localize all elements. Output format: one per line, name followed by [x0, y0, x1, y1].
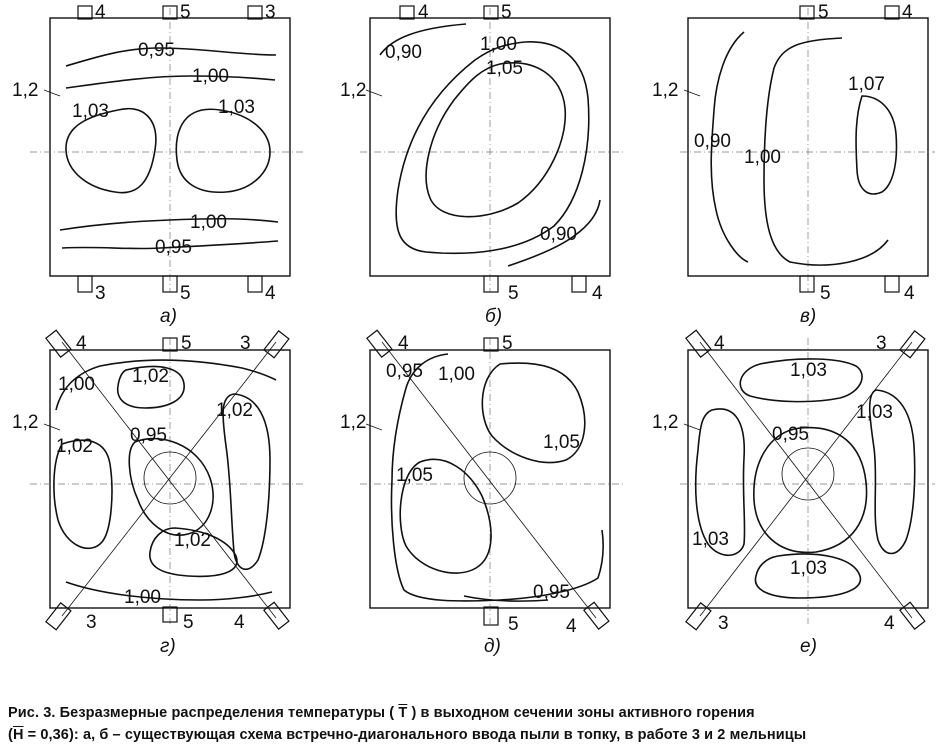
isotherm-label: 0,95 — [386, 361, 423, 382]
isotherm-label: 0,95 — [772, 424, 809, 445]
isotherm-label: 1,00 — [58, 374, 95, 395]
burner-port — [484, 338, 498, 351]
panel-d — [340, 330, 625, 657]
caption-line-2 — [8, 724, 934, 746]
isotherm — [66, 76, 275, 88]
isotherm-label: 1,03 — [692, 529, 729, 550]
port-label: 5 — [180, 283, 191, 304]
height-symbol: $\overline{H}$ — [12, 727, 24, 743]
isotherm — [856, 96, 896, 194]
panel-v — [652, 2, 935, 327]
isotherm — [176, 109, 270, 192]
panel-letter: г) — [160, 636, 176, 657]
isotherm-label: 1,03 — [790, 558, 827, 579]
sizing-label: 1,2 — [340, 80, 367, 101]
port-label: 5 — [820, 283, 831, 304]
isotherm-label: 0,90 — [694, 131, 731, 152]
panel-letter: б) — [485, 306, 503, 327]
burner-port — [800, 6, 814, 19]
isotherm — [60, 219, 278, 230]
caption-line-2-prefix: ( — [8, 727, 13, 743]
port-label: 3 — [265, 2, 276, 23]
isotherm — [66, 582, 272, 600]
temperature-symbol: $\overline{T}$ — [398, 705, 408, 721]
burner-port — [264, 331, 289, 358]
isotherm-label: 1,03 — [856, 402, 893, 423]
isotherm-label: 1,00 — [192, 66, 229, 87]
burner-port — [248, 276, 262, 292]
isotherm-label: 1,05 — [543, 432, 580, 453]
panel-letter: е) — [800, 636, 817, 657]
burner-port — [584, 602, 609, 629]
port-label: 5 — [180, 2, 191, 23]
caption-line-1 — [8, 702, 934, 724]
isotherm — [764, 38, 888, 265]
port-label: 4 — [95, 2, 106, 23]
panel-letter: д) — [484, 636, 501, 657]
port-label: 5 — [818, 2, 829, 23]
isotherm-label: 0,95 — [533, 582, 570, 603]
port-label: 4 — [76, 333, 87, 354]
port-label: 4 — [566, 616, 577, 637]
port-label: 5 — [508, 614, 519, 635]
port-label: 4 — [234, 612, 245, 633]
isotherm-label: 1,05 — [396, 465, 433, 486]
isotherm-label: 1,03 — [72, 101, 109, 122]
leader-line — [684, 90, 700, 96]
burner-port — [484, 607, 498, 625]
burner-port — [484, 6, 498, 19]
port-label: 4 — [902, 2, 913, 23]
port-label: 5 — [181, 333, 192, 354]
burner-port — [264, 602, 289, 629]
leader-line — [366, 424, 382, 430]
port-label: 3 — [95, 283, 106, 304]
isotherm-label: 1,03 — [790, 360, 827, 381]
leader-line — [44, 424, 60, 430]
isotherm-label: 1,00 — [480, 34, 517, 55]
port-label: 3 — [86, 612, 97, 633]
port-label: 5 — [502, 333, 513, 354]
isotherm-label: 1,00 — [190, 212, 227, 233]
sizing-label: 1,2 — [340, 412, 367, 433]
port-label: 5 — [508, 283, 519, 304]
panel-letter: а) — [160, 306, 177, 327]
burner-port — [248, 6, 262, 19]
sizing-label: 1,2 — [12, 80, 39, 101]
port-label: 4 — [592, 283, 603, 304]
leader-line — [366, 90, 382, 96]
panel-e — [652, 330, 935, 657]
isotherm-label: 0,95 — [155, 237, 192, 258]
burner-port — [78, 6, 92, 19]
burner-port — [400, 6, 414, 19]
port-label: 4 — [884, 613, 895, 634]
panel-g — [12, 330, 305, 657]
isotherm-label: 1,00 — [438, 364, 475, 385]
burner-port — [78, 276, 92, 292]
leader-line — [44, 90, 60, 96]
burner-port — [800, 276, 814, 292]
leader-line — [684, 424, 700, 430]
sizing-label: 1,2 — [652, 80, 679, 101]
isotherm-label: 1,02 — [56, 436, 93, 457]
burner-port — [572, 276, 586, 292]
port-label: 5 — [501, 2, 512, 23]
figure-caption — [8, 702, 934, 746]
isotherm-label: 1,02 — [132, 366, 169, 387]
caption-line-1-prefix: Рис. 3. Безразмерные распределения температуры ( — [8, 705, 395, 721]
isotherm-label: 1,02 — [174, 530, 211, 551]
burner-port — [900, 331, 925, 358]
burner-port — [885, 276, 899, 292]
isotherm-label: 1,02 — [216, 400, 253, 421]
isotherm-label: 0,90 — [540, 224, 577, 245]
caption-line-2-suffix: = 0,36): а, б – существующая схема встречно-диагонального ввода пыли в топку, в работе 3 и 2 мельницы — [23, 727, 807, 743]
burner-port — [900, 602, 925, 629]
burner-port — [484, 276, 498, 292]
burner-port — [885, 6, 899, 19]
panel-b — [340, 2, 625, 327]
isotherm-label: 1,00 — [744, 147, 781, 168]
port-label: 4 — [265, 283, 276, 304]
isotherm-label: 0,90 — [385, 42, 422, 63]
port-label: 4 — [398, 333, 409, 354]
caption-line-1-suffix: ) в выходном сечении зоны активного горения — [411, 705, 755, 721]
port-label: 4 — [904, 283, 915, 304]
sizing-label: 1,2 — [652, 412, 679, 433]
port-label: 3 — [718, 613, 729, 634]
isotherm-label: 1,07 — [848, 74, 885, 95]
isotherm-label: 1,03 — [218, 97, 255, 118]
panel-letter: в) — [800, 306, 817, 327]
burner-port — [686, 330, 711, 357]
port-label: 3 — [240, 333, 251, 354]
port-label: 3 — [876, 333, 887, 354]
isotherm-label: 1,00 — [124, 587, 161, 608]
port-label: 4 — [714, 333, 725, 354]
sizing-label: 1,2 — [12, 412, 39, 433]
isotherm — [754, 428, 867, 553]
port-label: 5 — [183, 612, 194, 633]
port-label: 4 — [418, 2, 429, 23]
isotherm-label: 0,95 — [138, 40, 175, 61]
isotherm-label: 1,05 — [486, 58, 523, 79]
isotherm-label: 0,95 — [130, 425, 167, 446]
panel-a — [12, 2, 305, 327]
